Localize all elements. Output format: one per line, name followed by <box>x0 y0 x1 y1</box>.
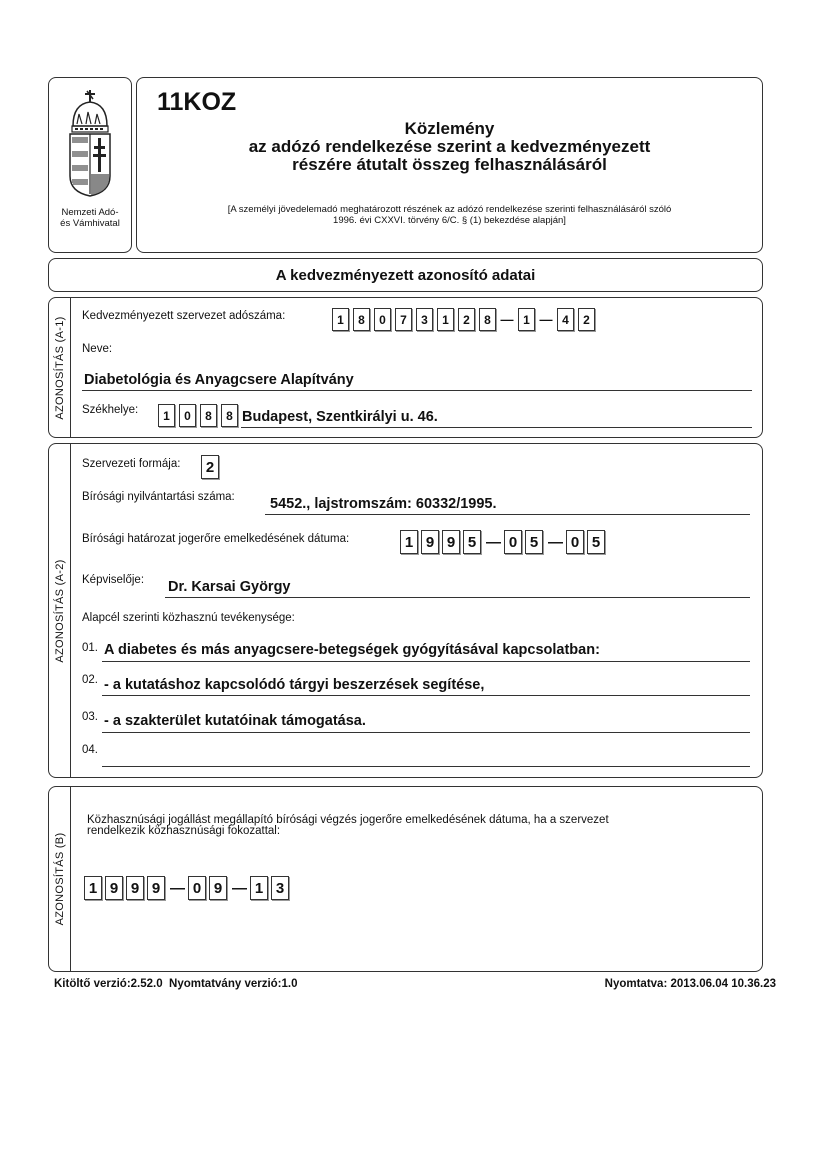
legal-reference: [A személyi jövedelemadó meghatározott részének az adózó rendelkezése szerinti felhasználásáról szóló 1996. évi CXXVI. törvény 6/C. § (1) bekezdése alapján] <box>227 204 672 226</box>
court-reg-label: Bírósági nyilvántartási száma: <box>82 491 235 503</box>
digit-cell[interactable]: 8 <box>353 308 370 331</box>
digit-cell[interactable]: 8 <box>221 404 238 427</box>
digit-cell[interactable]: 1 <box>400 530 418 554</box>
hungarian-coat-of-arms-icon <box>65 88 115 200</box>
digit-cell[interactable]: 0 <box>566 530 584 554</box>
agency-logo-panel <box>48 77 132 253</box>
court-reg-value[interactable]: 5452., lajstromszám: 60332/1995. <box>270 496 497 512</box>
digit-cell[interactable]: 5 <box>525 530 543 554</box>
address-value[interactable]: Budapest, Szentkirályi u. 46. <box>242 409 438 425</box>
digit-cell[interactable]: 0 <box>374 308 391 331</box>
print-timestamp: Nyomtatva: 2013.06.04 10.36.23 <box>604 978 776 990</box>
digit-cell[interactable]: 3 <box>271 876 289 900</box>
seat-label: Székhelye: <box>82 404 139 416</box>
digit-cell[interactable]: 1 <box>518 308 535 331</box>
digit-cell[interactable]: 7 <box>395 308 412 331</box>
separator-dash: — <box>170 879 185 897</box>
activity-label: Alapcél szerinti közhasznú tevékenysége: <box>82 612 295 624</box>
court-reg-underline <box>265 514 750 515</box>
court-date-field[interactable] <box>400 530 608 554</box>
digit-cell[interactable]: 1 <box>437 308 454 331</box>
digit-cell[interactable]: 8 <box>479 308 496 331</box>
digit-cell[interactable]: 5 <box>587 530 605 554</box>
side-label-column <box>49 444 71 777</box>
side-label-column <box>49 298 71 437</box>
activity-value[interactable]: A diabetes és más anyagcsere-betegségek gyógyításával kapcsolatban: <box>104 642 600 658</box>
representative-label: Képviselője: <box>82 574 145 586</box>
tax-number-label: Kedvezményezett szervezet adószáma: <box>82 310 286 322</box>
representative-underline <box>165 597 750 598</box>
digit-cell[interactable]: 0 <box>179 404 196 427</box>
digit-cell[interactable]: 9 <box>147 876 165 900</box>
digit-cell[interactable]: 1 <box>250 876 268 900</box>
separator-dash: — <box>486 533 501 551</box>
side-label-column <box>49 787 71 971</box>
digit-cell[interactable]: 0 <box>504 530 522 554</box>
separator-dash: — <box>548 533 563 551</box>
activity-value[interactable]: - a kutatáshoz kapcsolódó tárgyi beszerzések segítése, <box>104 677 485 693</box>
digit-cell[interactable]: 9 <box>209 876 227 900</box>
digit-cell[interactable]: 4 <box>557 308 574 331</box>
section-b <box>48 786 763 972</box>
digit-cell[interactable]: 3 <box>416 308 433 331</box>
separator-dash: — <box>500 312 514 327</box>
agency-name: Nemzeti Adó- és Vámhivatal <box>60 207 120 229</box>
digit-cell[interactable]: 8 <box>200 404 217 427</box>
digit-cell[interactable]: 1 <box>158 404 175 427</box>
court-date-label: Bírósági határozat jogerőre emelkedésének dátuma: <box>82 533 350 545</box>
digit-cell[interactable]: 5 <box>463 530 481 554</box>
address-underline <box>241 427 752 428</box>
digit-cell[interactable]: 9 <box>442 530 460 554</box>
digit-cell[interactable]: 1 <box>84 876 102 900</box>
side-label: AZONOSÍTÁS (A-1) <box>54 315 66 420</box>
section-a2: AZONOSÍTÁS (A-2) Szervezeti formája: 2 Bírósági nyilvántartási száma: 5452., lajstromszám: 60332/1995. Bírósági határozat jogerőre emelkedésének dátuma: 1 9 9 5 — 0 5 — 0 5 Képviselője: Dr. Karsai György Alapcél szerinti közhasznú tevékenysége: 01. A diabetes és más anyagcsere-betegségek gyógyításával kapcsolatban: 02. - a kutatáshoz kapcsolódó tárgyi beszerzések segítése, 03. - a szakterület kutatóinak támogatása. 04. <box>48 443 763 778</box>
side-label: AZONOSÍTÁS (B) <box>54 832 66 926</box>
digit-cell[interactable]: 9 <box>126 876 144 900</box>
name-underline <box>82 390 752 391</box>
digit-cell[interactable]: 2 <box>458 308 475 331</box>
digit-cell[interactable]: 1 <box>332 308 349 331</box>
digit-cell[interactable]: 2 <box>578 308 595 331</box>
org-form-field[interactable] <box>201 455 222 479</box>
version-info: Kitöltő verzió:2.52.0 Nyomtatvány verzió:1.0 <box>54 978 298 990</box>
digit-cell[interactable]: 9 <box>105 876 123 900</box>
org-form-label: Szervezeti formája: <box>82 458 181 470</box>
section-title: A kedvezményezett azonosító adatai <box>275 267 536 284</box>
digit-cell[interactable]: 0 <box>188 876 206 900</box>
name-value[interactable]: Diabetológia és Anyagcsere Alapítvány <box>84 372 354 388</box>
separator-dash: — <box>539 312 553 327</box>
side-label: AZONOSÍTÁS (A-2) <box>54 558 66 663</box>
public-benefit-date-label: Közhasznúsági jogállást megállapító bírósági végzés jogerőre emelkedésének dátuma, ha a szervezet rendelkezik közhasznúsági fokozattal: <box>87 814 609 837</box>
page-title: Közlemény az adózó rendelkezése szerint a kedvezményezett részére átutalt összeg felhasználásáról <box>248 119 651 174</box>
digit-cell[interactable]: 9 <box>421 530 439 554</box>
public-benefit-date-field[interactable] <box>84 876 292 900</box>
representative-value[interactable]: Dr. Karsai György <box>168 579 291 595</box>
name-label: Neve: <box>82 343 113 355</box>
tax-number-field[interactable] <box>332 308 599 331</box>
form-code: 11KOZ <box>157 88 237 116</box>
digit-cell[interactable]: 2 <box>201 455 219 479</box>
separator-dash: — <box>232 879 247 897</box>
section-a1 <box>48 297 763 438</box>
section-header <box>48 258 763 292</box>
activity-value[interactable]: - a szakterület kutatóinak támogatása. <box>104 713 366 729</box>
form-title-panel <box>136 77 763 253</box>
postal-code-field[interactable] <box>158 404 242 427</box>
